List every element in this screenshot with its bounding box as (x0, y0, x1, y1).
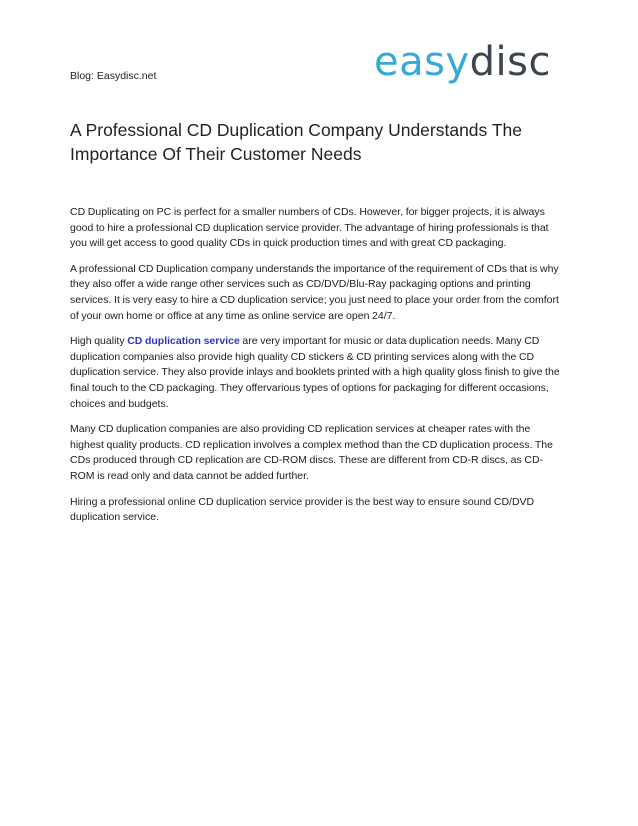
logo-part-disc: disc (469, 39, 551, 85)
paragraph-1: CD Duplicating on PC is perfect for a smaller numbers of CDs. However, for bigger projects, it is always good to hire a professional CD duplication service provider. The advantage of hiring professionals is that you will get access to good quality CDs in quick production times and with great CD packaging. (70, 206, 549, 250)
article-title: A Professional CD Duplication Company Understands The Importance Of Their Customer Needs (70, 120, 522, 164)
paragraph-3-start: High quality (70, 335, 128, 348)
paragraph-4: Many CD duplication companies are also providing CD replication services at cheaper rates with the highest quality products. CD replication involves a complex method than the CD duplication process. The CDs produced through CD replication are CD-ROM discs. These are different from CD-R discs, as CD-ROM is read only and data cannot be added further. (70, 423, 553, 482)
paragraph-2: A professional CD Duplication company understands the importance of the requirement of CDs that is why they also offer a wide range other services such as CD/DVD/Blu-Ray packaging options and printing services. It is very easy to hire a CD duplication service; you just need to place your order from the comfort of your own home or office at any time as online service are open 24/7. (70, 262, 559, 322)
article-body (70, 205, 565, 536)
paragraph-5: Hiring a professional online CD duplication service provider is the best way to ensure sound CD/DVD duplication service. (70, 495, 535, 524)
cd-duplication-service-link[interactable]: CD duplication service (127, 335, 240, 348)
easydisc-logo (374, 40, 551, 84)
paragraph-3-end: are very important for music or data duplication needs. Many CD duplication companies also provide high quality CD stickers & CD printing services along with the CD duplication service. They also provide inlays and booklets printed with a high quality gloss finish to give the final touch to the CD packaging. They offervarious types of options for packaging for different occasions, choices and budgets. (70, 335, 560, 410)
logo-part-easy: easy (374, 39, 470, 85)
blog-label: Blog: Easydisc.net (70, 70, 157, 82)
paragraph-3 (70, 334, 565, 412)
